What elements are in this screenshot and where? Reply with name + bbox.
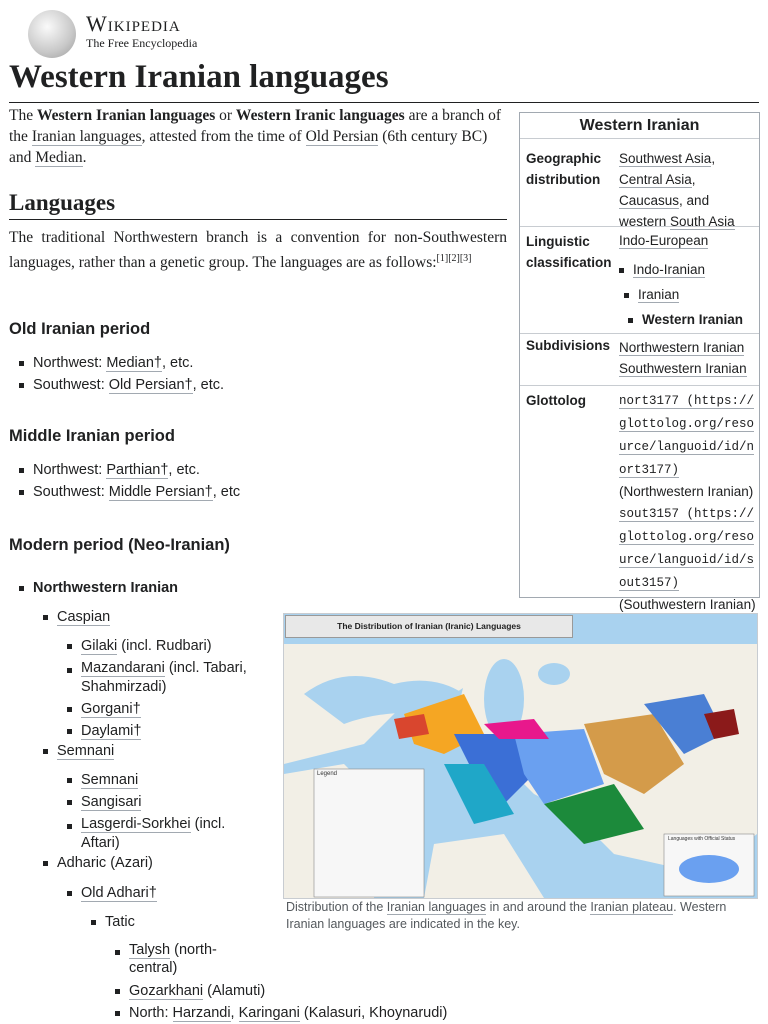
link-semnani[interactable]: Semnani [81,772,139,788]
infobox-label: Glottolog [526,393,586,408]
infobox-label: Linguistic classification [526,234,612,270]
semnani-group [57,740,114,762]
link-south-asia[interactable]: South Asia [670,214,735,229]
map-graphic [284,614,757,898]
wordmark-text: Wikipedia [86,11,181,36]
link-northwestern-iranian[interactable]: Northwestern Iranian [619,340,745,355]
caspian-list [81,635,261,742]
link-old-adhari[interactable]: Old Adhari† [81,885,157,901]
infobox-value: nort3177 (https://glottolog.org/resource/languoid/id/nort3177) (Northwestern Iranian) sout3157 (https://glottolog.org/resource/languoid/id/sout3157) (Southwestern Iranian) [619,394,756,612]
link-median[interactable]: Median [35,149,83,166]
link-old-persian-list[interactable]: Old Persian† [108,377,193,393]
link-iranian-plateau[interactable]: Iranian plateau [590,900,674,914]
list-item [81,791,261,813]
language-distribution-map[interactable] [283,613,758,899]
link-caucasus[interactable]: Caucasus [619,193,680,208]
semnani-list [81,769,261,853]
infobox-title: Western Iranian [520,113,759,139]
map-caption: Distribution of the Iranian languages in and around the Iranian plateau. Western Iranian languages are indicated in the key. [286,900,727,931]
list-item [81,720,261,742]
tatic-group [105,911,135,933]
link-lasgerdi-sorkhei[interactable]: Lasgerdi-Sorkhei [81,816,191,832]
link-gozarkhani[interactable]: Gozarkhani [129,983,204,999]
link-parthian[interactable]: Parthian† [106,462,169,478]
middle-iranian-list [33,459,240,503]
intro-paragraph: The Western Iranian languages or Western Iranic languages are a branch of the Iranian languages, attested from the time of Old Persian (6th century BC) and Median. [9,107,502,166]
link-indo-iranian[interactable]: Indo-Iranian [633,262,706,277]
list-item: Northwest: Parthian†, etc. [33,459,240,481]
link-sangisari[interactable]: Sangisari [81,794,142,810]
link-gorgani[interactable]: Gorgani† [81,701,141,717]
section-heading-languages: Languages [9,188,507,220]
heading-modern-period: Modern period (Neo-Iranian) [9,536,230,554]
infobox-value [619,230,757,330]
infobox-value [619,337,757,379]
caspian-group [57,606,110,628]
list-item: Lasgerdi-Sorkhei (incl. Aftari) [81,815,261,853]
link-daylami[interactable]: Daylami† [81,723,142,739]
link-iranian[interactable]: Iranian [638,287,680,302]
infobox [519,112,760,612]
list-item: Gozarkhani (Alamuti) [129,980,459,1002]
link-median-old[interactable]: Median† [106,355,162,371]
map-title: The Distribution of Iranian (Iranic) Languages [285,615,573,638]
link-central-asia[interactable]: Central Asia [619,172,692,187]
link-middle-persian[interactable]: Middle Persian† [108,484,213,500]
link-indo-european[interactable]: Indo-European [619,233,709,248]
infobox-row-geographic [520,142,759,229]
infobox-label: Geographic distribution [526,151,602,187]
tagline: The Free Encyclopedia [86,36,198,50]
list-item: Gilaki (incl. Rudbari) [81,635,261,657]
languages-paragraph: The traditional Northwestern branch is a convention for non-Southwestern languages, rather than a genetic group. The languages are as follows:[1][2][3] [9,229,507,272]
list-item: Southwest: Old Persian†, etc. [33,374,224,396]
wikipedia-wordmark[interactable] [86,12,197,50]
link-old-persian[interactable]: Old Persian [305,128,379,145]
link-caspian[interactable]: Caspian [57,609,111,625]
wikipedia-globe-logo[interactable] [28,10,76,58]
adharic-group [57,852,153,874]
link-gilaki[interactable]: Gilaki [81,638,118,654]
link-semnani-group[interactable]: Semnani [57,743,115,759]
references[interactable]: [1][2][3] [436,253,472,264]
link-glottolog-sout3157[interactable]: sout3157 (https://glottolog.org/resource/languoid/id/sout3157) [619,507,755,590]
link-talysh[interactable]: Talysh [129,942,171,958]
list-item: Western Iranian [642,309,757,330]
list-item: Talysh (north-central) [129,941,249,977]
link-karingani[interactable]: Karingani [238,1005,300,1021]
link-southwest-asia[interactable]: Southwest Asia [619,151,712,166]
link-caption-iranian-languages[interactable]: Iranian languages [386,900,487,914]
infobox-label: Subdivisions [526,338,611,353]
list-item [57,740,114,762]
old-iranian-list [33,352,224,396]
list-item: Mazandarani (incl. Tabari, Shahmirzadi) [81,659,261,697]
page-title: Western Iranian languages [9,56,759,103]
adharic-list [81,882,157,904]
list-item [638,284,757,305]
list-item [57,606,110,628]
list-item [81,882,157,904]
link-southwestern-iranian[interactable]: Southwestern Iranian [619,361,747,376]
list-item: North: Harzandi, Karingani (Kalasuri, Khoynarudi) [129,1002,459,1024]
heading-middle-iranian: Middle Iranian period [9,427,175,445]
list-item: Southwest: Middle Persian†, etc [33,481,240,503]
infobox-row-subdivisions [520,333,759,386]
link-mazandarani[interactable]: Mazandarani [81,660,165,676]
link-iranian-languages[interactable]: Iranian languages [31,128,142,145]
list-item [633,259,757,280]
modern-list [33,577,178,599]
list-item: Tatic [105,911,135,933]
map-inset-label: Languages with Official Status [668,836,736,842]
list-item: Adharic (Azari) [57,852,153,874]
list-item: Northwest: Median†, etc. [33,352,224,374]
link-harzandi[interactable]: Harzandi [172,1005,231,1021]
list-item [81,769,261,791]
heading-old-iranian: Old Iranian period [9,320,151,338]
infobox-value: Southwest Asia, Central Asia, Caucasus, and western South Asia [619,151,735,229]
link-glottolog-nort3177[interactable]: nort3177 (https://glottolog.org/resource/languoid/id/nort3177) [619,394,755,477]
tatic-list [129,941,459,1024]
list-item [81,698,261,720]
map-legend-label: Legend [317,771,338,777]
list-item-northwestern: Northwestern Iranian [33,577,178,599]
infobox-row-glottolog [520,385,759,612]
infobox-row-classification [520,226,759,334]
